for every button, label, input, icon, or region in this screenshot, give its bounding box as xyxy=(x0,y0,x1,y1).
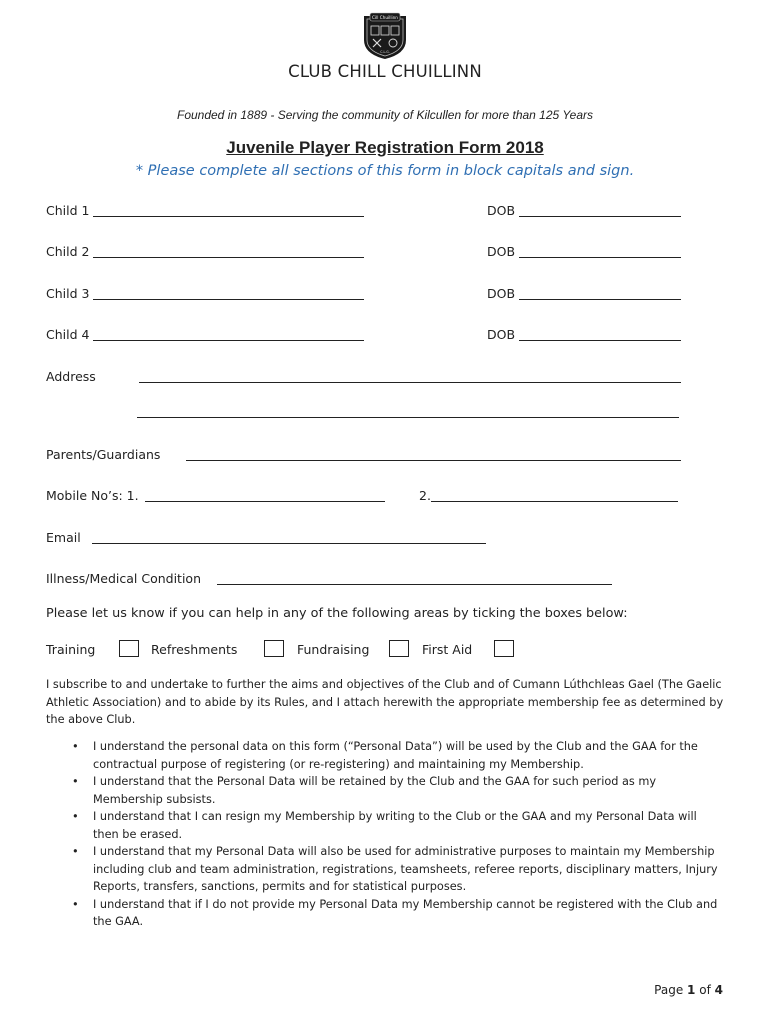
crest-text: Cill Chuillinn xyxy=(372,15,398,21)
child-2-name-field[interactable] xyxy=(93,257,364,258)
child-3-dob-label: DOB xyxy=(487,286,516,301)
first-aid-label: First Aid xyxy=(422,642,473,657)
fundraising-label: Fundraising xyxy=(297,642,370,657)
child-1-dob-label: DOB xyxy=(487,203,516,218)
mobile-1-field[interactable] xyxy=(145,501,385,502)
child-2-dob-label: DOB xyxy=(487,244,516,259)
mobile-2-label: 2. xyxy=(419,488,431,503)
data-consent-list xyxy=(0,738,723,931)
club-name: CLUB CHILL CHUILLINN xyxy=(288,62,482,81)
parents-field[interactable] xyxy=(186,460,681,461)
bullet-text: I understand the personal data on this form (“Personal Data”) will be used by the Club and the GAA for the contractual purpose of registering (or re-registering) and maintaining my Membership. xyxy=(93,740,698,771)
page-total: 4 xyxy=(714,983,723,997)
bullet-icon: • xyxy=(72,810,79,823)
illness-field[interactable] xyxy=(217,584,612,585)
crest-footer-text: C.L.G. xyxy=(380,50,390,54)
child-4-dob-label: DOB xyxy=(487,327,516,342)
refreshments-checkbox[interactable] xyxy=(264,640,284,657)
form-instruction: * Please complete all sections of this form in block capitals and sign. xyxy=(135,163,635,179)
parents-label: Parents/Guardians xyxy=(46,447,161,462)
list-item xyxy=(0,773,723,808)
address-line-1-field[interactable] xyxy=(139,382,681,383)
email-label: Email xyxy=(46,530,81,545)
list-item xyxy=(0,808,723,843)
child-2-dob-field[interactable] xyxy=(519,257,681,258)
club-crest-logo xyxy=(360,10,410,60)
page-prefix: Page xyxy=(654,983,684,997)
child-1-label: Child 1 xyxy=(46,203,90,218)
mobile-2-field[interactable] xyxy=(431,501,678,502)
mobile-1-label: Mobile No’s: 1. xyxy=(46,488,139,503)
bullet-icon: • xyxy=(72,897,79,911)
bullet-text: I understand that I can resign my Membership by writing to the Club or the GAA and my Personal Data will then be erased. xyxy=(93,810,697,841)
bullet-icon: • xyxy=(72,775,79,788)
child-3-dob-field[interactable] xyxy=(519,299,681,300)
list-item xyxy=(0,896,723,931)
child-1-dob-field[interactable] xyxy=(519,216,681,217)
refreshments-label: Refreshments xyxy=(151,642,238,657)
email-field[interactable] xyxy=(92,543,486,544)
child-4-name-field[interactable] xyxy=(93,340,364,341)
subscribe-paragraph: I subscribe to and undertake to further the aims and objectives of the Club and of Cumann Lúthchleas Gael (The Gaelic Athletic Association) and to abide by its Rules, and I attach herewith the appropriate membership fee as determined by the above Club. xyxy=(46,678,724,726)
list-item xyxy=(0,843,723,896)
child-3-name-field[interactable] xyxy=(93,299,364,300)
fundraising-checkbox[interactable] xyxy=(389,640,409,657)
training-checkbox[interactable] xyxy=(119,640,139,657)
child-1-name-field[interactable] xyxy=(93,216,364,217)
child-2-label: Child 2 xyxy=(46,244,90,259)
first-aid-checkbox[interactable] xyxy=(494,640,514,657)
page-current: 1 xyxy=(687,983,696,997)
list-item xyxy=(0,738,723,773)
bullet-text: I understand that my Personal Data will also be used for administrative purposes to maintain my Membership including club and team administration, registrations, teamsheets, referee reports, disciplinary matters, Injury Reports, transfers, sanctions, permits and for statistical purposes. xyxy=(93,845,718,893)
bullet-text: I understand that if I do not provide my Personal Data my Membership cannot be registered with the Club and the GAA. xyxy=(93,897,718,928)
address-label: Address xyxy=(46,369,96,384)
bullet-icon: • xyxy=(72,740,79,753)
page-of: of xyxy=(699,983,711,997)
bullet-text: I understand that the Personal Data will be retained by the Club and the GAA for such period as my Membership subsists. xyxy=(93,775,657,806)
founded-tagline: Founded in 1889 - Serving the community of Kilcullen for more than 125 Years xyxy=(176,108,593,122)
page-number xyxy=(654,983,723,997)
child-3-label: Child 3 xyxy=(46,286,90,301)
help-prompt: Please let us know if you can help in any of the following areas by ticking the boxes below: xyxy=(46,606,628,621)
bullet-icon: • xyxy=(72,845,79,858)
child-4-label: Child 4 xyxy=(46,327,90,342)
form-title: Juvenile Player Registration Form 2018 xyxy=(226,138,544,157)
child-4-dob-field[interactable] xyxy=(519,340,681,341)
training-label: Training xyxy=(46,642,96,657)
illness-label: Illness/Medical Condition xyxy=(46,571,201,586)
address-line-2-field[interactable] xyxy=(137,417,679,418)
